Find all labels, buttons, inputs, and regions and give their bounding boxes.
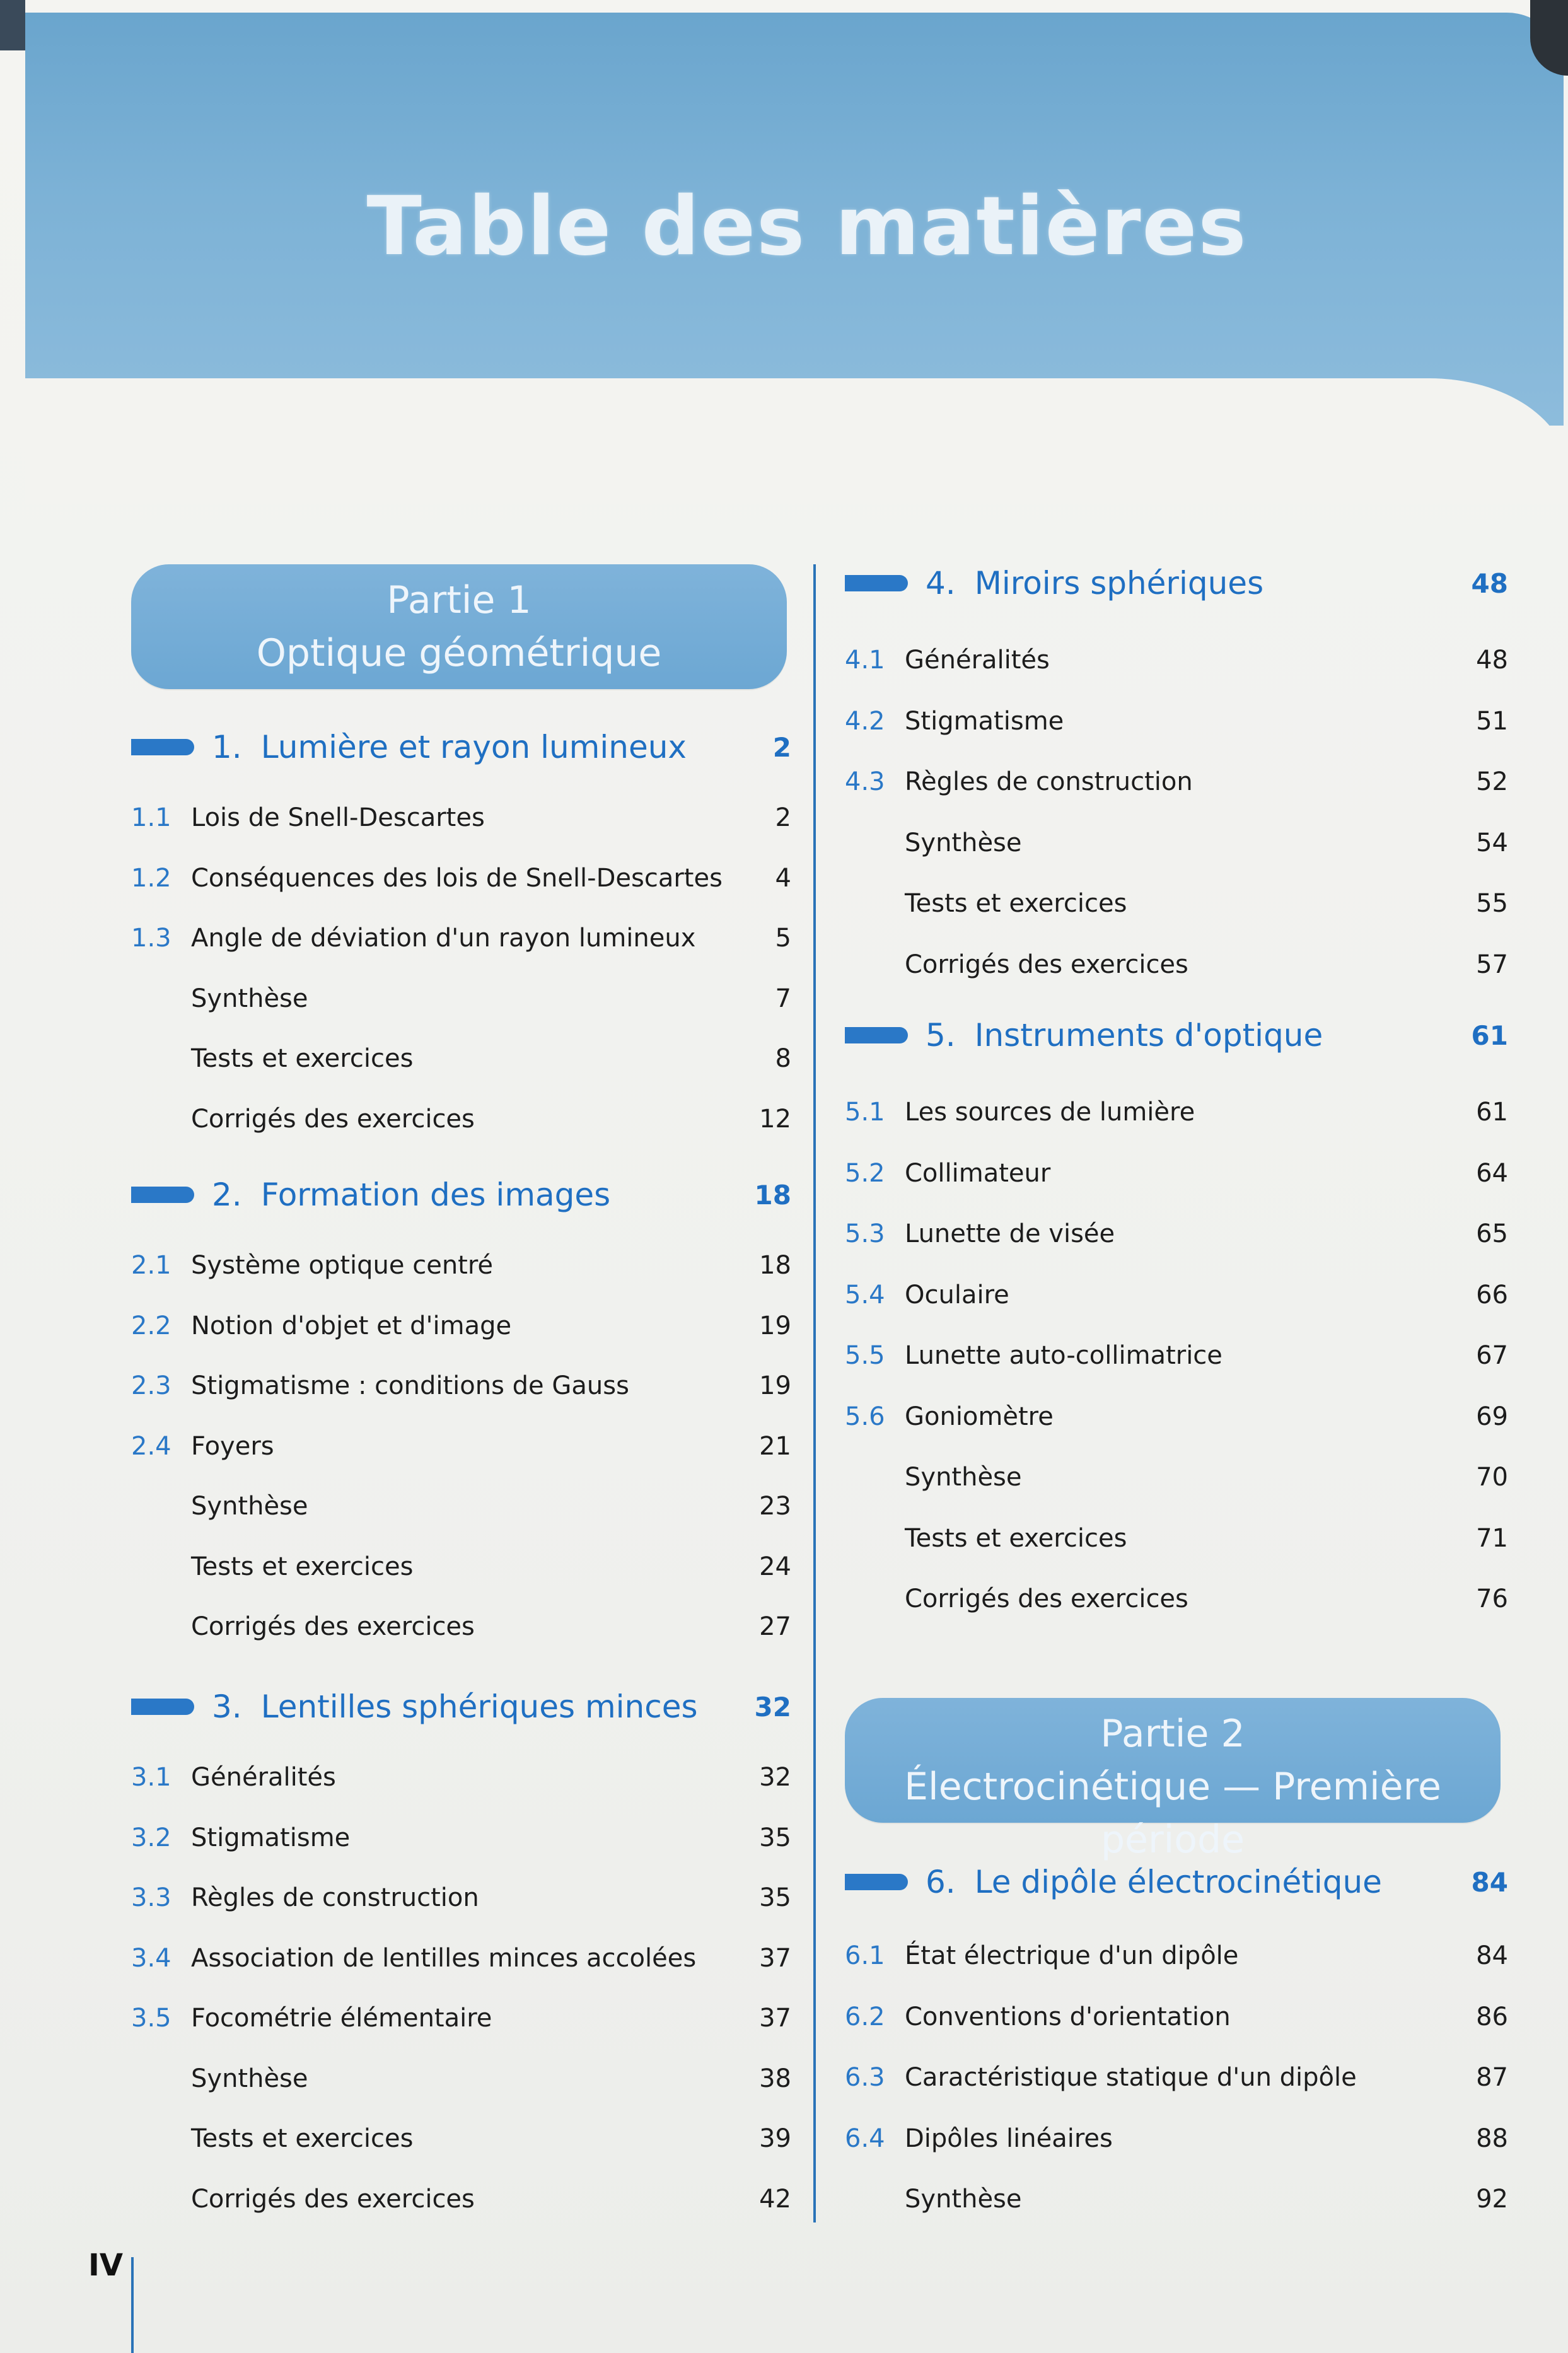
- section-label: Stigmatisme: [905, 706, 1064, 736]
- section-label: Notion d'objet et d'image: [191, 1311, 512, 1340]
- section-label: Synthèse: [191, 1492, 308, 1521]
- toc-entry[interactable]: [845, 699, 1508, 743]
- toc-entry[interactable]: [131, 1816, 791, 1860]
- section-page: 57: [1476, 950, 1508, 979]
- section-page: 71: [1476, 1523, 1508, 1553]
- section-label: Synthèse: [191, 2064, 308, 2093]
- section-label: Corrigés des exercices: [191, 1104, 475, 1134]
- section-label: Synthèse: [191, 984, 308, 1013]
- section-page: 37: [759, 1943, 791, 1973]
- section-page: 69: [1476, 1402, 1508, 1431]
- toc-entry[interactable]: [131, 1364, 791, 1408]
- section-page: 2: [775, 803, 791, 832]
- section-label: Lois de Snell-Descartes: [191, 803, 485, 832]
- section-page: 84: [1476, 1941, 1508, 1970]
- toc-entry[interactable]: [131, 1424, 791, 1468]
- toc-entry[interactable]: [845, 1577, 1508, 1621]
- toc-entry[interactable]: [131, 916, 791, 960]
- section-label: Corrigés des exercices: [905, 950, 1188, 979]
- toc-entry[interactable]: [131, 1037, 791, 1081]
- toc-entry[interactable]: [131, 2057, 791, 2101]
- toc-entry[interactable]: [845, 2055, 1508, 2100]
- section-number: 3.3: [131, 1883, 171, 1912]
- section-number: 6.1: [845, 1941, 885, 1970]
- section-number: 2.2: [131, 1311, 171, 1340]
- section-label: Stigmatisme: [191, 1823, 351, 1852]
- section-label: Lunette de visée: [905, 1219, 1115, 1248]
- section-label: Corrigés des exercices: [905, 1584, 1188, 1613]
- section-number: 1.2: [131, 863, 171, 893]
- section-label: Tests et exercices: [905, 889, 1127, 918]
- section-label: Conventions d'orientation: [905, 2002, 1231, 2031]
- chapter-number: 6.: [926, 1864, 956, 1900]
- toc-entry[interactable]: [131, 1243, 791, 1287]
- section-page: 66: [1476, 1280, 1508, 1310]
- section-page: 19: [759, 1371, 791, 1400]
- chapter-title: Formation des images: [260, 1176, 611, 1213]
- header-curve: [25, 378, 1568, 504]
- section-page: 35: [759, 1883, 791, 1912]
- chapter-marker-icon: [131, 1699, 194, 1715]
- section-label: Règles de construction: [191, 1883, 479, 1912]
- section-page: 27: [759, 1612, 791, 1641]
- chapter-page: 48: [1471, 567, 1508, 599]
- toc-entry[interactable]: [845, 881, 1508, 926]
- section-page: 42: [759, 2184, 791, 2214]
- section-page: 54: [1476, 828, 1508, 857]
- chapter-title: Instruments d'optique: [974, 1017, 1323, 1054]
- section-page: 48: [1476, 646, 1508, 675]
- section-number: 1.1: [131, 803, 171, 832]
- section-page: 92: [1476, 2185, 1508, 2214]
- chapter-number: 4.: [926, 565, 956, 601]
- section-label: Caractéristique statique d'un dipôle: [905, 2063, 1357, 2092]
- section-page: 65: [1476, 1219, 1508, 1248]
- part-title: Optique géométrique: [256, 631, 662, 675]
- section-number: 3.2: [131, 1823, 171, 1852]
- section-number: 4.3: [845, 767, 885, 796]
- chapter-marker-icon: [131, 739, 194, 755]
- section-page: 61: [1476, 1098, 1508, 1127]
- toc-entry[interactable]: [131, 796, 791, 840]
- scan-edge: [0, 0, 25, 50]
- chapter-marker-icon: [845, 1874, 908, 1890]
- section-page: 67: [1476, 1341, 1508, 1370]
- section-page: 38: [759, 2064, 791, 2093]
- section-number: 6.2: [845, 2002, 885, 2031]
- section-number: 4.1: [845, 646, 885, 675]
- toc-entry[interactable]: [845, 1395, 1508, 1439]
- part-number: Partie 1: [386, 578, 531, 622]
- section-label: Collimateur: [905, 1158, 1051, 1188]
- section-number: 6.4: [845, 2124, 885, 2153]
- section-number: 5.2: [845, 1158, 885, 1188]
- chapter-page: 61: [1471, 1020, 1508, 1051]
- part-title: Électrocinétique — Première période: [904, 1765, 1441, 1862]
- section-label: Conséquences des lois de Snell-Descartes: [191, 863, 723, 893]
- toc-entry[interactable]: [845, 1995, 1508, 2039]
- chapter-heading[interactable]: [131, 1166, 791, 1223]
- section-page: 4: [775, 863, 791, 893]
- toc-entry[interactable]: [845, 943, 1508, 987]
- section-page: 86: [1476, 2002, 1508, 2031]
- toc-entry[interactable]: [845, 1333, 1508, 1378]
- section-label: Tests et exercices: [191, 2124, 414, 2153]
- chapter-page: 84: [1471, 1866, 1508, 1898]
- chapter-title: Le dipôle électrocinétique: [974, 1864, 1382, 1900]
- toc-entry[interactable]: [131, 1304, 791, 1348]
- toc-entry[interactable]: [845, 1151, 1508, 1195]
- footer-rule: [131, 2257, 134, 2353]
- toc-entry[interactable]: [845, 1455, 1508, 1499]
- toc-entry[interactable]: [131, 1605, 791, 1649]
- toc-entry[interactable]: [845, 1090, 1508, 1134]
- section-page: 39: [759, 2124, 791, 2153]
- section-page: 55: [1476, 889, 1508, 918]
- section-page: 64: [1476, 1158, 1508, 1188]
- section-page: 32: [759, 1763, 791, 1792]
- toc-entry[interactable]: [131, 2117, 791, 2161]
- section-label: Focométrie élémentaire: [191, 2004, 492, 2033]
- section-number: 3.1: [131, 1763, 171, 1792]
- chapter-page: 18: [754, 1179, 791, 1211]
- toc-entry[interactable]: [845, 760, 1508, 804]
- section-page: 5: [775, 924, 791, 953]
- chapter-heading[interactable]: [131, 1678, 791, 1735]
- section-number: 5.3: [845, 1219, 885, 1248]
- chapter-number: 5.: [926, 1017, 956, 1054]
- section-page: 7: [775, 984, 791, 1013]
- toc-entry[interactable]: [131, 1097, 791, 1141]
- chapter-marker-icon: [131, 1187, 194, 1203]
- chapter-marker-icon: [845, 1027, 908, 1043]
- toc-entry[interactable]: [131, 1996, 791, 2040]
- section-page: 23: [759, 1492, 791, 1521]
- section-label: Synthèse: [905, 2185, 1022, 2214]
- section-label: Règles de construction: [905, 767, 1193, 796]
- toc-entry[interactable]: [845, 1212, 1508, 1256]
- chapter-title: Miroirs sphériques: [974, 565, 1264, 601]
- section-label: Système optique centré: [191, 1251, 494, 1280]
- toc-entry[interactable]: [845, 1516, 1508, 1560]
- section-page: 12: [759, 1104, 791, 1134]
- section-label: Dipôles linéaires: [905, 2124, 1113, 2153]
- section-number: 3.4: [131, 1943, 171, 1973]
- chapter-title: Lentilles sphériques minces: [260, 1688, 698, 1725]
- section-number: 2.1: [131, 1251, 171, 1280]
- section-label: Stigmatisme : conditions de Gauss: [191, 1371, 629, 1400]
- section-number: 5.5: [845, 1341, 885, 1370]
- section-label: Lunette auto-collimatrice: [905, 1341, 1222, 1370]
- toc-entry[interactable]: [131, 1755, 791, 1799]
- section-page: 19: [759, 1311, 791, 1340]
- chapter-marker-icon: [845, 575, 908, 591]
- section-label: Tests et exercices: [905, 1523, 1127, 1553]
- section-number: 5.1: [845, 1098, 885, 1127]
- section-label: Association de lentilles minces accolées: [191, 1943, 697, 1973]
- section-number: 5.4: [845, 1280, 885, 1310]
- toc-entry[interactable]: [131, 1484, 791, 1528]
- chapter-number: 1.: [212, 729, 242, 765]
- chapter-heading[interactable]: [845, 555, 1508, 612]
- section-label: Corrigés des exercices: [191, 1612, 475, 1641]
- section-number: 2.3: [131, 1371, 171, 1400]
- page-title: Table des matières: [366, 180, 1248, 274]
- section-label: Oculaire: [905, 1280, 1009, 1310]
- toc-entry[interactable]: [131, 977, 791, 1021]
- section-label: Généralités: [905, 646, 1050, 675]
- section-label: Synthèse: [905, 1463, 1022, 1492]
- chapter-heading[interactable]: [131, 719, 791, 776]
- toc-entry[interactable]: [131, 1545, 791, 1589]
- part-header: [845, 1698, 1501, 1862]
- section-page: 52: [1476, 767, 1508, 796]
- section-page: 70: [1476, 1463, 1508, 1492]
- section-label: Tests et exercices: [191, 1552, 414, 1581]
- page-number: IV: [88, 2248, 124, 2283]
- toc-entry[interactable]: [845, 1273, 1508, 1317]
- section-number: 4.2: [845, 706, 885, 736]
- section-number: 2.4: [131, 1431, 171, 1461]
- section-label: Foyers: [191, 1431, 274, 1461]
- chapter-page: 2: [772, 731, 791, 763]
- section-label: Généralités: [191, 1763, 336, 1792]
- chapter-page: 32: [754, 1691, 791, 1723]
- section-page: 24: [759, 1552, 791, 1581]
- section-page: 8: [775, 1044, 791, 1073]
- section-page: 87: [1476, 2063, 1508, 2092]
- chapter-number: 3.: [212, 1688, 242, 1725]
- section-page: 18: [759, 1251, 791, 1280]
- section-number: 1.3: [131, 924, 171, 953]
- section-label: Tests et exercices: [191, 1044, 414, 1073]
- toc-entry[interactable]: [131, 2177, 791, 2221]
- toc-entry[interactable]: [131, 1876, 791, 1920]
- toc-entry[interactable]: [845, 1934, 1508, 1978]
- section-page: 35: [759, 1823, 791, 1852]
- section-label: Les sources de lumière: [905, 1098, 1195, 1127]
- section-label: Angle de déviation d'un rayon lumineux: [191, 924, 696, 953]
- section-label: Corrigés des exercices: [191, 2184, 475, 2214]
- chapter-heading[interactable]: [845, 1007, 1508, 1064]
- toc-entry[interactable]: [131, 1936, 791, 1980]
- section-number: 6.3: [845, 2063, 885, 2092]
- chapter-title: Lumière et rayon lumineux: [260, 729, 687, 765]
- section-page: 76: [1476, 1584, 1508, 1613]
- section-label: État électrique d'un dipôle: [905, 1941, 1239, 1970]
- column-divider: [813, 564, 816, 2222]
- chapter-number: 2.: [212, 1176, 242, 1213]
- chapter-heading[interactable]: [845, 1854, 1508, 1910]
- section-number: 5.6: [845, 1402, 885, 1431]
- toc-entry[interactable]: [845, 821, 1508, 865]
- toc-entry[interactable]: [845, 638, 1508, 682]
- section-number: 3.5: [131, 2004, 171, 2033]
- section-label: Synthèse: [905, 828, 1022, 857]
- section-page: 51: [1476, 706, 1508, 736]
- toc-entry[interactable]: [131, 856, 791, 900]
- toc-entry[interactable]: [845, 2177, 1508, 2221]
- section-page: 21: [759, 1431, 791, 1461]
- section-page: 37: [759, 2004, 791, 2033]
- section-label: Goniomètre: [905, 1402, 1054, 1431]
- toc-entry[interactable]: [845, 2117, 1508, 2161]
- part-number: Partie 2: [1100, 1712, 1245, 1756]
- part-header: [131, 564, 787, 689]
- section-page: 88: [1476, 2124, 1508, 2153]
